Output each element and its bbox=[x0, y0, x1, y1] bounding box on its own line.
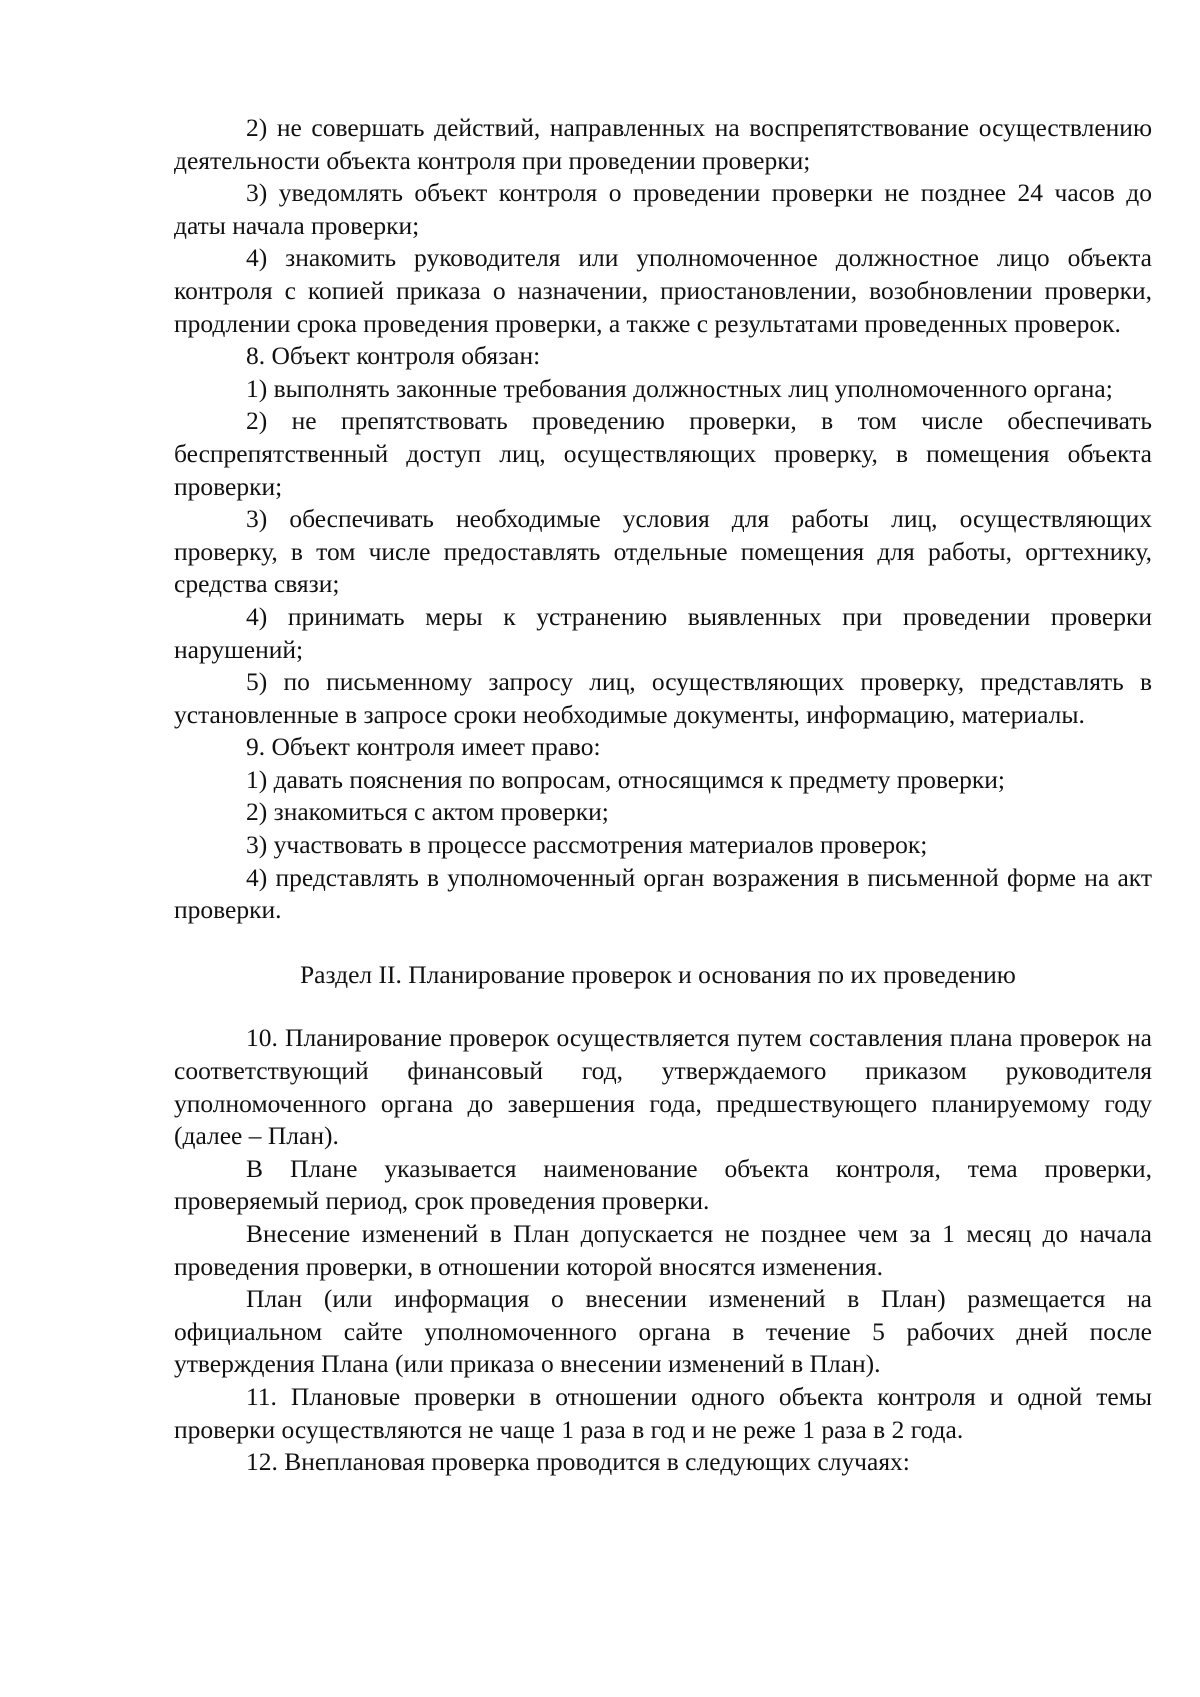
paragraph: 1) давать пояснения по вопросам, относящимся к предмету проверки; bbox=[246, 764, 1005, 794]
document-page bbox=[174, 112, 1152, 1479]
paragraph: 4) представлять в уполномоченный орган возражения в письменной форме на акт проверки. bbox=[174, 862, 1152, 925]
paragraph: Внесение изменений в План допускается не позднее чем за 1 месяц до начала проведения проверки, в отношении которой вносятся изменения. bbox=[174, 1219, 1152, 1281]
paragraph: 3) обеспечивать необходимые условия для работы лиц, осуществляющих проверку, в том числе предоставлять отдельные помещения для работы, оргтехнику, средства связи; bbox=[174, 504, 1152, 599]
paragraph: 2) не совершать действий, направленных на воспрепятствование осуществлению деятельности объекта контроля при проведении проверки; bbox=[174, 113, 1152, 175]
paragraph: 12. Внеплановая проверка проводится в следующих случаях: bbox=[246, 1447, 910, 1477]
paragraph: 8. Объект контроля обязан: bbox=[246, 341, 541, 371]
paragraph: План (или информация о внесении изменений в План) размещается на официальном сайте уполномоченного органа в течение 5 рабочих дней после утверждения Плана (или приказа о внесении изменений в План). bbox=[174, 1284, 1152, 1379]
paragraph: 3) уведомлять объект контроля о проведении проверки не позднее 24 часов до даты начала проверки; bbox=[174, 178, 1152, 240]
paragraph: 5) по письменному запросу лиц, осуществляющих проверку, представлять в установленные в запросе сроки необходимые документы, информацию, материалы. bbox=[174, 667, 1152, 729]
paragraph: 10. Планирование проверок осуществляется путем составления плана проверок на соответствующий финансовый год, утверждаемого приказом руководителя уполномоченного органа до завершения года, предшествующего планируемому году (далее – План). bbox=[174, 1023, 1152, 1151]
paragraph: 9. Объект контроля имеет право: bbox=[246, 732, 601, 762]
paragraph: В Плане указывается наименование объекта контроля, тема проверки, проверяемый период, срок проведения проверки. bbox=[174, 1153, 1152, 1216]
paragraph: 1) выполнять законные требования должностных лиц уполномоченного органа; bbox=[246, 373, 1113, 403]
paragraph: 4) принимать меры к устранению выявленных при проведении проверки нарушений; bbox=[174, 601, 1152, 664]
paragraph: 2) не препятствовать проведению проверки, в том числе обеспечивать беспрепятственный доступ лиц, осуществляющих проверку, в помещения объекта проверки; bbox=[174, 406, 1152, 501]
paragraph: 11. Плановые проверки в отношении одного объекта контроля и одной темы проверки осуществляются не чаще 1 раза в год и не реже 1 раза в 2 года. bbox=[174, 1381, 1152, 1444]
paragraph: 2) знакомиться с актом проверки; bbox=[246, 797, 609, 827]
paragraph: 3) участвовать в процессе рассмотрения материалов проверок; bbox=[246, 830, 928, 860]
paragraph: 4) знакомить руководителя или уполномоченное должностное лицо объекта контроля с копией приказа о назначении, приостановлении, возобновлении проверки, продлении срока проведения проверки, а также с результатами проведенных проверок. bbox=[174, 243, 1152, 338]
section-heading: Раздел II. Планирование проверок и основания по их проведению bbox=[300, 959, 1016, 989]
